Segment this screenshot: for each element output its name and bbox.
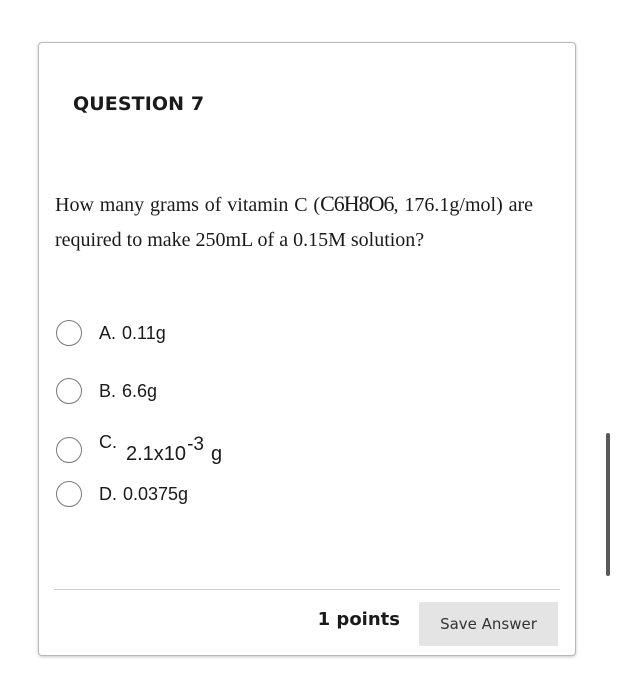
option-value: 6.6g xyxy=(122,380,158,401)
radio-button-icon[interactable] xyxy=(56,437,82,463)
points-label: 1 points xyxy=(317,609,400,630)
question-title: QUESTION 7 xyxy=(73,93,205,115)
option-value: 0.11g xyxy=(122,322,166,343)
option-letter: A. xyxy=(99,322,117,343)
option-d[interactable] xyxy=(56,481,188,507)
option-letter: C. xyxy=(99,431,117,452)
option-letter: B. xyxy=(99,380,117,401)
option-c[interactable] xyxy=(56,431,117,463)
save-answer-button[interactable]: Save Answer xyxy=(419,602,558,646)
option-c-value[interactable] xyxy=(126,434,223,466)
option-c-unit: g xyxy=(210,443,223,465)
option-value: 0.0375g xyxy=(123,483,189,504)
option-b[interactable] xyxy=(56,378,157,404)
radio-button-icon[interactable] xyxy=(56,378,82,404)
scrollbar[interactable] xyxy=(606,433,610,576)
option-letter: D. xyxy=(99,483,117,504)
option-c-base: 2.1x10 xyxy=(126,443,187,465)
divider xyxy=(54,589,560,590)
chemical-formula: C6H8O6 xyxy=(320,191,394,216)
option-c-exponent: -3 xyxy=(187,434,204,455)
radio-button-icon[interactable] xyxy=(56,320,82,346)
option-a[interactable] xyxy=(56,320,166,346)
radio-button-icon[interactable] xyxy=(56,481,82,507)
question-text-suffix: , 176.1g/mol) are required to make 250mL of a 0.15M solution? xyxy=(55,194,533,251)
question-text-prefix: How many grams of vitamin C ( xyxy=(55,194,321,216)
question-text xyxy=(55,186,533,258)
question-card xyxy=(38,42,576,656)
